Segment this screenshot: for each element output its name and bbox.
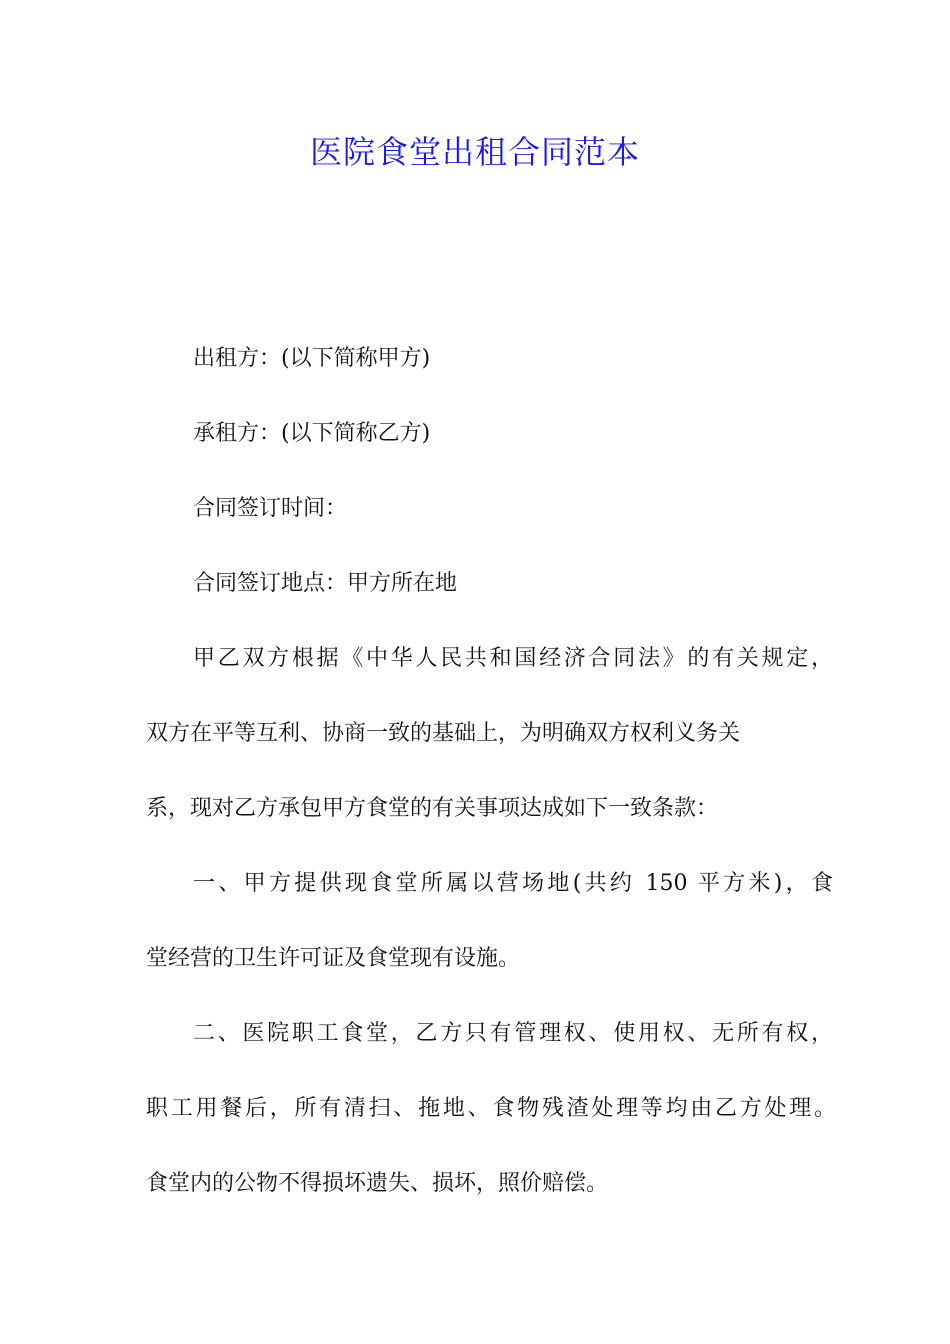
signing-place-line: 合同签订地点：甲方所在地 bbox=[193, 571, 458, 596]
lessor-line: 出租方：(以下简称甲方) bbox=[193, 346, 431, 371]
lessee-line: 承租方：(以下简称乙方) bbox=[193, 421, 431, 446]
signing-time-line: 合同签订时间： bbox=[193, 496, 348, 521]
clause-1-line-1: 一、甲方提供现食堂所属以营场地(共约 150 平方米)，食 bbox=[193, 871, 833, 896]
clause-1-line-2: 堂经营的卫生许可证及食堂现有设施。 bbox=[146, 946, 521, 971]
clause-2-line-2: 职工用餐后，所有清扫、拖地、食物残渣处理等均由乙方处理。 bbox=[146, 1096, 836, 1121]
clause-2-line-1: 二、医院职工食堂，乙方只有管理权、使用权、无所有权， bbox=[193, 1021, 833, 1046]
document-title: 医院食堂出租合同范本 bbox=[309, 133, 640, 171]
preamble-line-2: 双方在平等互利、协商一致的基础上，为明确双方权利义务关 bbox=[146, 721, 741, 746]
preamble-line-1: 甲乙双方根据《中华人民共和国经济合同法》的有关规定， bbox=[193, 646, 833, 671]
clause-2-line-3: 食堂内的公物不得损坏遗失、损坏，照价赔偿。 bbox=[146, 1171, 609, 1196]
preamble-line-3: 系，现对乙方承包甲方食堂的有关事项达成如下一致条款： bbox=[146, 796, 719, 821]
